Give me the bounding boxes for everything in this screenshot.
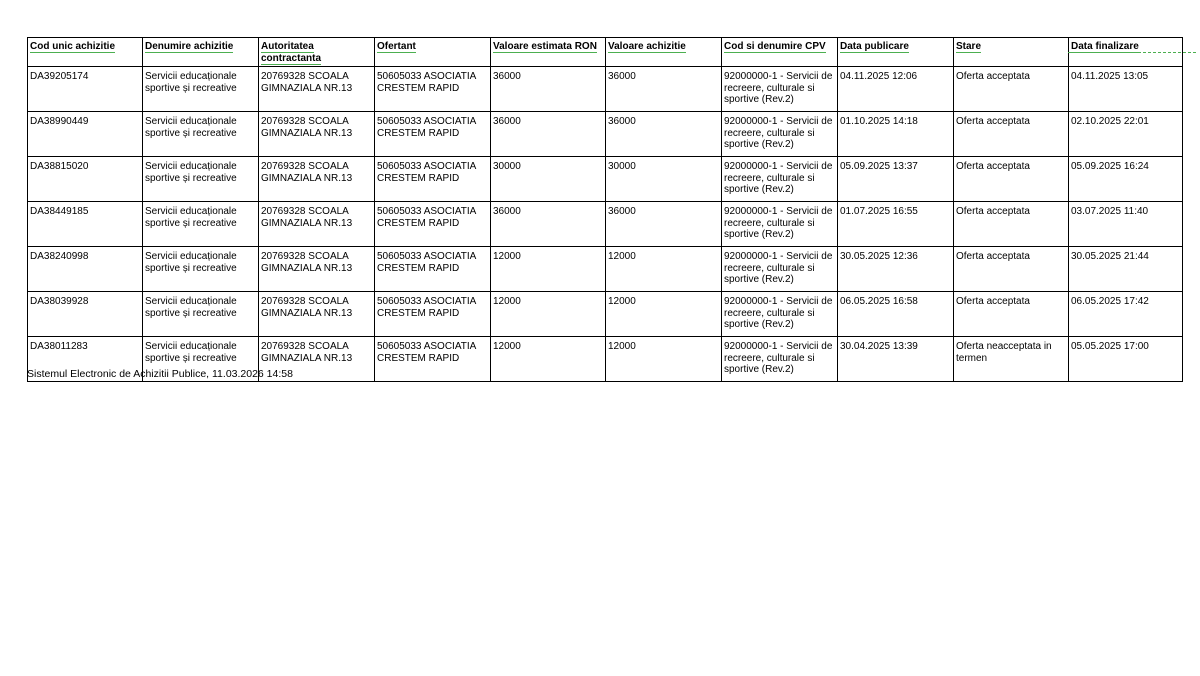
table-row — [28, 157, 1183, 202]
cell-cpv: 92000000-1 - Servicii de recreere, culturale si sportive (Rev.2) — [722, 112, 838, 157]
cell-ofertant: 50605033 ASOCIATIA CRESTEM RAPID — [375, 202, 491, 247]
header-cod-unic: Cod unic achizitie — [28, 38, 143, 67]
cell-stare: Oferta acceptata — [954, 67, 1069, 112]
cell-cod-unic: DA39205174 — [28, 67, 143, 112]
table-row — [28, 112, 1183, 157]
cell-data-finalizare: 06.05.2025 17:42 — [1069, 292, 1183, 337]
table-row — [28, 202, 1183, 247]
cell-data-publicare: 06.05.2025 16:58 — [838, 292, 954, 337]
cell-autoritatea: 20769328 SCOALA GIMNAZIALA NR.13 — [259, 292, 375, 337]
header-denumire: Denumire achizitie — [143, 38, 259, 67]
cell-cod-unic: DA38815020 — [28, 157, 143, 202]
cell-valoare-achizitie: 30000 — [606, 157, 722, 202]
cell-cpv: 92000000-1 - Servicii de recreere, culturale si sportive (Rev.2) — [722, 337, 838, 382]
header-ofertant: Ofertant — [375, 38, 491, 67]
footer-text: Sistemul Electronic de Achizitii Publice, 11.03.2026 14:58 — [27, 368, 293, 380]
cell-stare: Oferta acceptata — [954, 157, 1069, 202]
cell-cpv: 92000000-1 - Servicii de recreere, culturale si sportive (Rev.2) — [722, 247, 838, 292]
cell-data-publicare: 04.11.2025 12:06 — [838, 67, 954, 112]
header-data-finalizare: Data finalizare — [1069, 38, 1183, 67]
cell-valoare-achizitie: 12000 — [606, 292, 722, 337]
cell-cod-unic: DA38039928 — [28, 292, 143, 337]
cell-ofertant: 50605033 ASOCIATIA CRESTEM RAPID — [375, 337, 491, 382]
cell-data-finalizare: 05.05.2025 17:00 — [1069, 337, 1183, 382]
cell-autoritatea: 20769328 SCOALA GIMNAZIALA NR.13 — [259, 337, 375, 382]
header-valoare-achizitie: Valoare achizitie — [606, 38, 722, 67]
cell-data-finalizare: 02.10.2025 22:01 — [1069, 112, 1183, 157]
cell-stare: Oferta neacceptata in termen — [954, 337, 1069, 382]
cell-ofertant: 50605033 ASOCIATIA CRESTEM RAPID — [375, 247, 491, 292]
cell-valoare-achizitie: 12000 — [606, 247, 722, 292]
cell-autoritatea: 20769328 SCOALA GIMNAZIALA NR.13 — [259, 202, 375, 247]
header-stare: Stare — [954, 38, 1069, 67]
cell-denumire: Servicii educaționale sportive și recreative — [143, 202, 259, 247]
cell-cpv: 92000000-1 - Servicii de recreere, culturale si sportive (Rev.2) — [722, 202, 838, 247]
cell-data-publicare: 01.10.2025 14:18 — [838, 112, 954, 157]
cell-valoare-estimata: 30000 — [491, 157, 606, 202]
table-row — [28, 247, 1183, 292]
cell-cpv: 92000000-1 - Servicii de recreere, culturale si sportive (Rev.2) — [722, 157, 838, 202]
cell-valoare-estimata: 12000 — [491, 337, 606, 382]
cell-denumire: Servicii educaționale sportive și recreative — [143, 292, 259, 337]
cell-cod-unic: DA38449185 — [28, 202, 143, 247]
table-header-row — [28, 38, 1183, 67]
cell-denumire: Servicii educaționale sportive și recreative — [143, 67, 259, 112]
table-row — [28, 292, 1183, 337]
cell-denumire: Servicii educaționale sportive și recreative — [143, 247, 259, 292]
cell-valoare-achizitie: 12000 — [606, 337, 722, 382]
cell-data-finalizare: 04.11.2025 13:05 — [1069, 67, 1183, 112]
header-data-publicare: Data publicare — [838, 38, 954, 67]
document-page — [27, 37, 1182, 382]
cell-valoare-achizitie: 36000 — [606, 112, 722, 157]
cell-valoare-achizitie: 36000 — [606, 202, 722, 247]
header-autoritatea: Autoritatea contractanta — [259, 38, 375, 67]
cell-ofertant: 50605033 ASOCIATIA CRESTEM RAPID — [375, 157, 491, 202]
header-valoare-estimata: Valoare estimata RON — [491, 38, 606, 67]
cell-ofertant: 50605033 ASOCIATIA CRESTEM RAPID — [375, 67, 491, 112]
header-underline-decoration — [1068, 52, 1196, 53]
cell-valoare-estimata: 36000 — [491, 112, 606, 157]
cell-valoare-estimata: 36000 — [491, 67, 606, 112]
cell-autoritatea: 20769328 SCOALA GIMNAZIALA NR.13 — [259, 67, 375, 112]
cell-stare: Oferta acceptata — [954, 292, 1069, 337]
cell-data-publicare: 30.04.2025 13:39 — [838, 337, 954, 382]
cell-autoritatea: 20769328 SCOALA GIMNAZIALA NR.13 — [259, 112, 375, 157]
cell-denumire: Servicii educaționale sportive și recreative — [143, 337, 259, 382]
cell-data-finalizare: 05.09.2025 16:24 — [1069, 157, 1183, 202]
cell-autoritatea: 20769328 SCOALA GIMNAZIALA NR.13 — [259, 247, 375, 292]
cell-data-publicare: 30.05.2025 12:36 — [838, 247, 954, 292]
cell-cod-unic: DA38990449 — [28, 112, 143, 157]
cell-ofertant: 50605033 ASOCIATIA CRESTEM RAPID — [375, 112, 491, 157]
cell-valoare-estimata: 36000 — [491, 202, 606, 247]
cell-stare: Oferta acceptata — [954, 202, 1069, 247]
cell-autoritatea: 20769328 SCOALA GIMNAZIALA NR.13 — [259, 157, 375, 202]
cell-ofertant: 50605033 ASOCIATIA CRESTEM RAPID — [375, 292, 491, 337]
cell-cpv: 92000000-1 - Servicii de recreere, culturale si sportive (Rev.2) — [722, 67, 838, 112]
cell-denumire: Servicii educaționale sportive și recreative — [143, 112, 259, 157]
table-row — [28, 67, 1183, 112]
cell-valoare-achizitie: 36000 — [606, 67, 722, 112]
cell-valoare-estimata: 12000 — [491, 247, 606, 292]
cell-data-publicare: 01.07.2025 16:55 — [838, 202, 954, 247]
acquisitions-table — [27, 37, 1183, 382]
cell-stare: Oferta acceptata — [954, 247, 1069, 292]
cell-cod-unic: DA38011283 — [28, 337, 143, 382]
cell-stare: Oferta acceptata — [954, 112, 1069, 157]
cell-data-finalizare: 03.07.2025 11:40 — [1069, 202, 1183, 247]
cell-valoare-estimata: 12000 — [491, 292, 606, 337]
cell-denumire: Servicii educaționale sportive și recreative — [143, 157, 259, 202]
cell-cpv: 92000000-1 - Servicii de recreere, culturale si sportive (Rev.2) — [722, 292, 838, 337]
cell-data-finalizare: 30.05.2025 21:44 — [1069, 247, 1183, 292]
cell-data-publicare: 05.09.2025 13:37 — [838, 157, 954, 202]
header-cpv: Cod si denumire CPV — [722, 38, 838, 67]
cell-cod-unic: DA38240998 — [28, 247, 143, 292]
